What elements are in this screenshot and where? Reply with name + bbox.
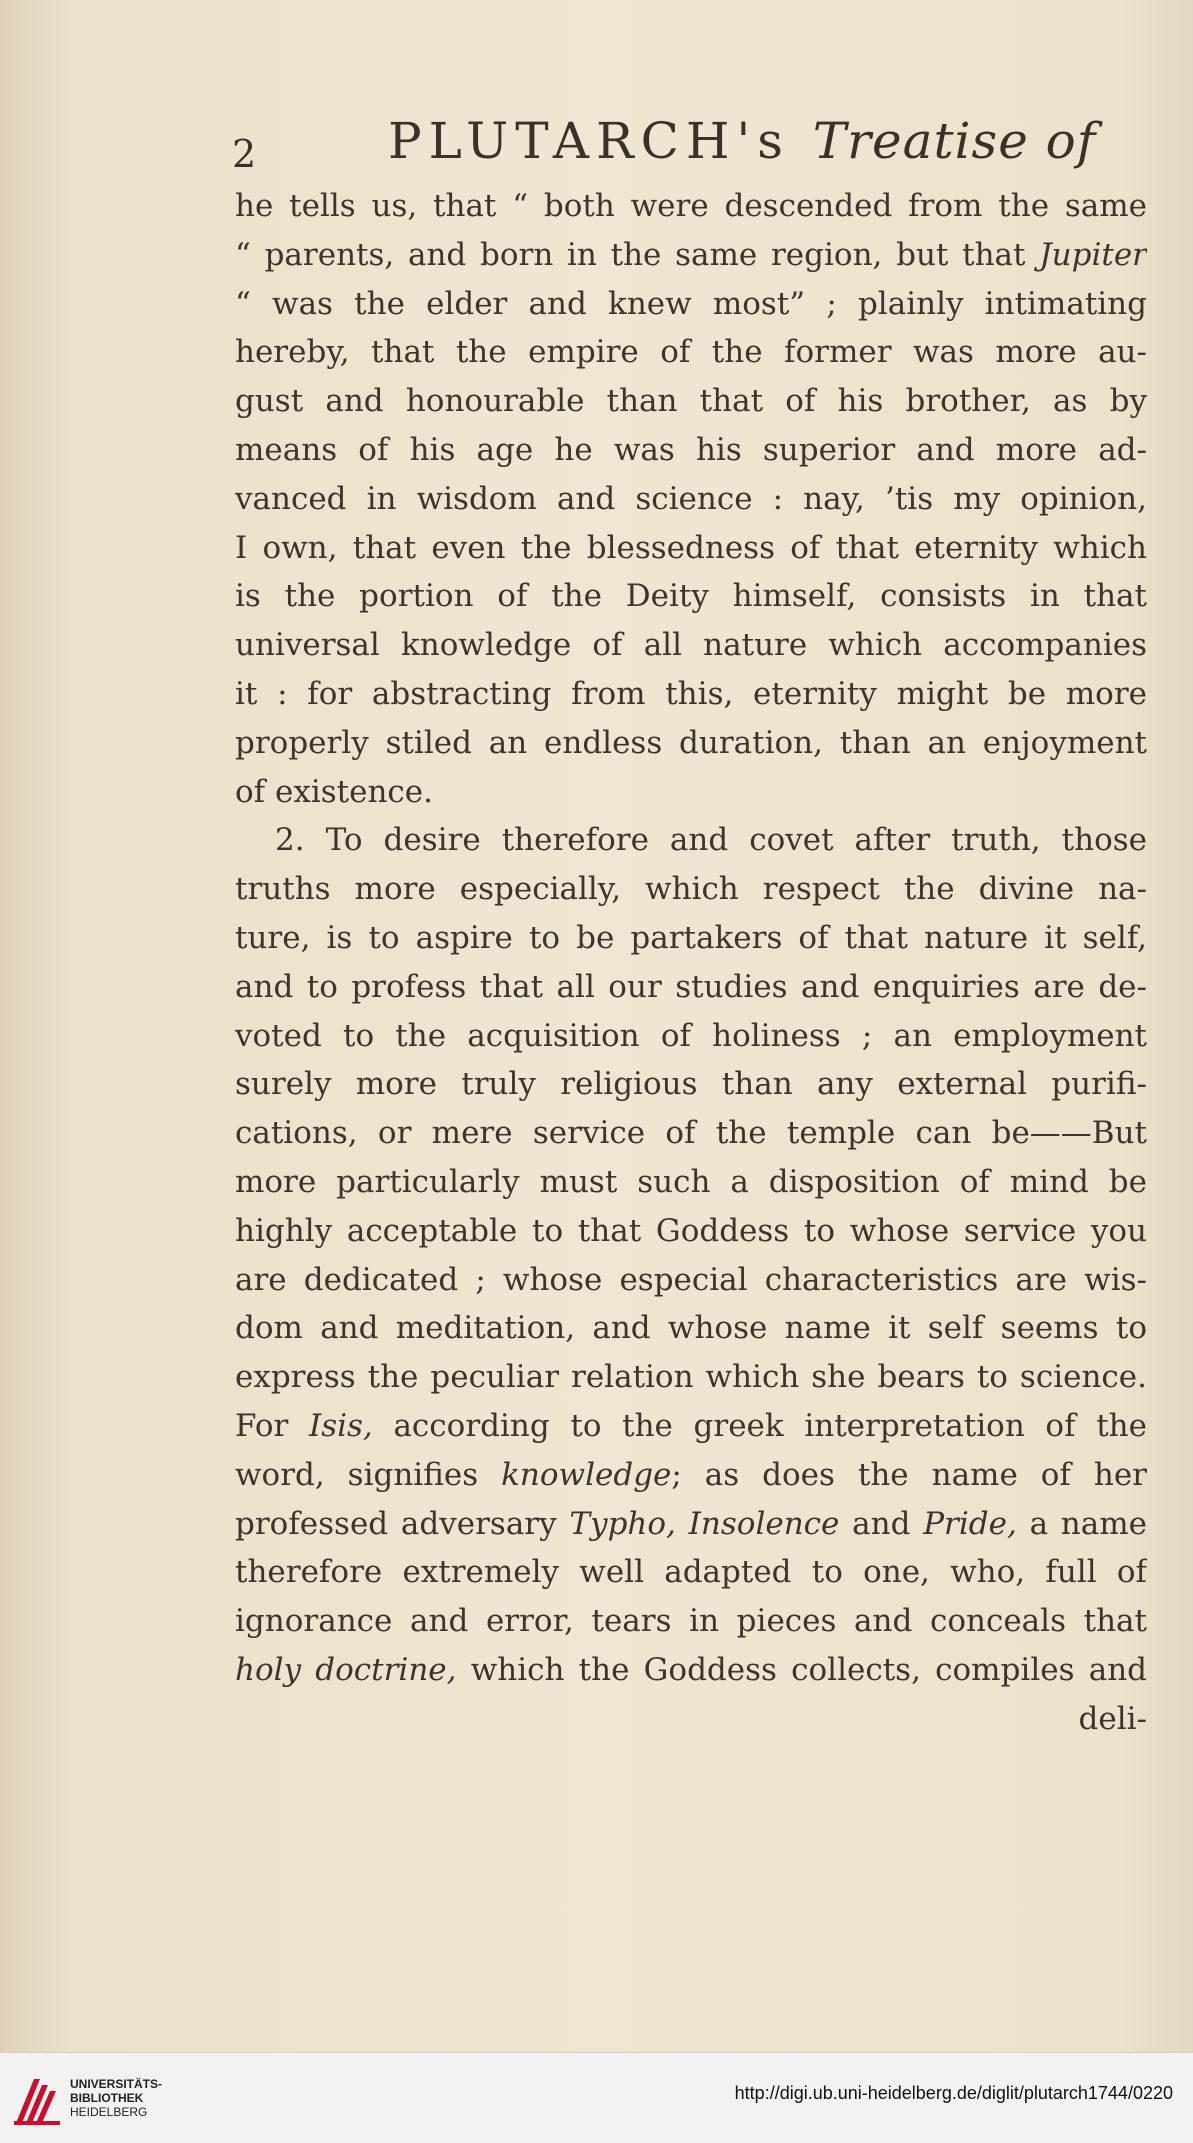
text-line: holy doctrine, which the Goddess collects, compiles and xyxy=(235,1651,1147,1688)
text-line: therefore extremely well adapted to one, who, full of xyxy=(235,1554,1147,1591)
text-line: 2. To desire therefore and covet after truth, those xyxy=(275,822,1147,859)
text-line: of existence. xyxy=(235,773,433,810)
library-name: UNIVERSITÄTS- BIBLIOTHEK HEIDELBERG xyxy=(70,2077,163,2119)
text-line: and to profess that all our studies and enquiries are de- xyxy=(235,968,1147,1005)
text-line: cations, or mere service of the temple can be——But xyxy=(235,1115,1147,1152)
running-header xyxy=(230,112,1097,182)
body-text xyxy=(235,182,1147,1744)
text-line: gust and honourable than that of his brother, as by xyxy=(235,383,1147,420)
text-line: more particularly must such a disposition of mind be xyxy=(235,1163,1147,1200)
text-line: universal knowledge of all nature which accompanies xyxy=(235,627,1147,664)
name-jupiter: Jupiter xyxy=(1039,236,1147,273)
text-line: express the peculiar relation which she bears to science. xyxy=(235,1359,1147,1396)
text-line: I own, that even the blessedness of that eternity which xyxy=(235,529,1147,566)
text-line: ture, is to aspire to be partakers of that nature it self, xyxy=(235,919,1147,956)
phrase-holy-doctrine: holy doctrine, xyxy=(235,1651,457,1688)
text-line: is the portion of the Deity himself, consists in that xyxy=(235,578,1147,615)
footer-bar xyxy=(0,2052,1193,2143)
library-logo-icon xyxy=(12,2073,64,2127)
text-line: “ parents, and born in the same region, but that Jupiter xyxy=(235,236,1147,273)
text-line: truths more especially, which respect the divine na- xyxy=(235,871,1147,908)
page-number: 2 xyxy=(232,132,257,176)
text-line: “ was the elder and knew most” ; plainly intimating xyxy=(235,285,1147,322)
name-isis: Isis, xyxy=(308,1407,373,1444)
word-knowledge: knowledge xyxy=(501,1456,672,1493)
text-line: surely more truly religious than any external purifi- xyxy=(235,1066,1147,1103)
text-line: professed adversary Typho, Insolence and Pride, a name xyxy=(235,1505,1147,1542)
text-line: voted to the acquisition of holiness ; an employment xyxy=(235,1017,1147,1054)
text-line: hereby, that the empire of the former was more au- xyxy=(235,334,1147,371)
source-url-link[interactable]: http://digi.ub.uni-heidelberg.de/diglit/plutarch1744/0220 xyxy=(734,2083,1173,2103)
text-line: dom and meditation, and whose name it self seems to xyxy=(235,1310,1147,1347)
running-title-main: PLUTARCH's xyxy=(388,112,790,170)
name-typho: Typho, xyxy=(569,1505,676,1542)
text-line: For Isis, according to the greek interpretation of the xyxy=(235,1407,1147,1444)
text-line: ignorance and error, tears in pieces and conceals that xyxy=(235,1603,1147,1640)
catchword: deli- xyxy=(1078,1700,1147,1737)
text-line: highly acceptable to that Goddess to whose service you xyxy=(235,1212,1147,1249)
text-line: means of his age he was his superior and more ad- xyxy=(235,431,1147,468)
word-pride: Pride, xyxy=(923,1505,1017,1542)
running-title xyxy=(388,112,1096,170)
text-line: are dedicated ; whose especial characteristics are wis- xyxy=(235,1261,1147,1298)
word-insolence: Insolence xyxy=(688,1505,840,1542)
running-title-italic: Treatise of xyxy=(812,112,1097,170)
text-line: word, signifies knowledge; as does the name of her xyxy=(235,1456,1147,1493)
text-line: it : for abstracting from this, eternity might be more xyxy=(235,675,1147,712)
text-line: vanced in wisdom and science : nay, ’tis my opinion, xyxy=(235,480,1147,517)
text-line: properly stiled an endless duration, than an enjoyment xyxy=(235,724,1147,761)
text-line: he tells us, that “ both were descended from the same xyxy=(235,188,1147,224)
